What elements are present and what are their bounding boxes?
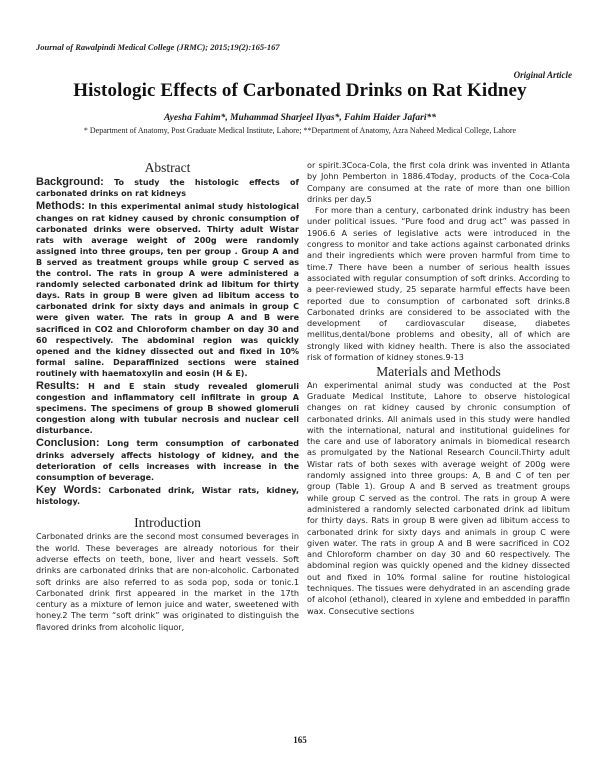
methods-heading: Materials and Methods xyxy=(376,364,501,380)
keywords-text: Carbonated drink, Wistar rats, kidney, histology. xyxy=(36,485,299,506)
background-label: Background: xyxy=(36,176,104,189)
abstract-results xyxy=(36,381,299,436)
left-column xyxy=(36,160,299,633)
abstract-section xyxy=(36,162,299,507)
abstract-background xyxy=(36,177,299,199)
abstract-conclusion xyxy=(36,438,299,482)
page-number: 165 xyxy=(293,735,307,745)
journal-citation: Journal of Rawalpindi Medical College (JRMC); 2015;19(2):165-167 xyxy=(36,42,280,52)
introduction-heading: Introduction xyxy=(134,515,201,531)
keywords-label: Key Words: xyxy=(36,483,102,496)
conclusion-text: Long term consumption of carbonated drinks adversely affects histology of kidney, and the deterioration of cells increases with increase in the consumption of beverage. xyxy=(36,439,299,482)
background-text: To study the histologic effects of carbonated drinks on rat kidneys xyxy=(36,178,299,199)
author-list: Ayesha Fahim*, Muhammad Sharjeel Ilyas*, Fahim Haider Jafari** xyxy=(164,113,436,123)
abstract-methods xyxy=(36,201,299,379)
results-text: H and E stain study revealed glomeruli congestion and inflammatory cell infiltrate in group A specimens. The specimens of group B showed glomeruli congestion along with tubular necrosis and nuclear cell disturbance. xyxy=(36,381,299,436)
abstract-heading: Abstract xyxy=(144,160,191,175)
methods-label: Methods: xyxy=(36,200,85,213)
conclusion-label: Conclusion: xyxy=(36,437,100,450)
affiliations: * Department of Anatomy, Post Graduate Medical Institute, Lahore; **Department of Anatomy, Azra Naheed Medical College, Lahore xyxy=(83,126,517,135)
introduction-paragraph-1-continued: or spirit.3Coca-Cola, the first cola drink was invented in Atlanta by John Pemberton in 1886.4Today, products of the Coca-Cola Company are consumed at the rate of more than one billion drinks per day.5 xyxy=(307,160,570,204)
methods-text: In this experimental animal study histological changes on rat kidney caused by chronic consumption of carbonated drinks were observed. Thirty adult Wistar rats with average weight of 200g were randomly assigned into three groups, ten per group . Group A and B served as treatment groups while group C served as the control. The rats in group A were administered a randomly selected carbonated drink ad libitum for thirty days. Rats in group B were given ad libitum access to carbonated drink for sixty days and animals in group C were given water. The rats in group A and B were sacrificed in CO2 and Chloroform chamber on day 30 and 60 respectively. The abdominal region was quickly opened and the kidney dissected out and fixed in 10% formal saline. Deparaffinized sections were stained routinely with haematoxylin and eosin (H & E). xyxy=(36,202,299,378)
methods-paragraph-1: An experimental animal study was conducted at the Post Graduate Medical Institute, Lahore to observe histological changes on rat kidney caused by chronic consumption of carbonated drinks. All animals used in this study were handled with the international, natural and institutional guidelines for the care and use of laboratory animals in biomedical research as promulgated by the National Research Council.Thirty adult Wistar rats of both sexes with average weight of 200g were randomly assigned into three groups: A, B and C of ten per group (Table 1). Group A and B served as treatment groups while group C served as the control. The rats in group A were administered a randomly selected carbonated drink ad libitum for thirty days. Rats in group B were given ad libitum access to carbonated drink for sixty days and animals in group C were given water. The rats in group A and B were sacrificed in CO2 and Chloroform chamber on day 30 and 60 respectively. The abdominal region was quickly opened and the kidney dissected out and fixed in 10% formal saline for routine histological techniques. The tissues were dehydrated in an ascending grade of alcohol (ethanol), cleared in xylene and embedded in paraffin wax. Consecutive sections xyxy=(307,379,570,616)
article-type-label: Original Article xyxy=(513,70,572,80)
introduction-paragraph-2: For more than a century, carbonated drink industry has been under political issues. “Pure food and drug act” was passed in 1906.6 A series of legislative acts were introduced in the congress to monitor and take actions against carbonated drinks and their ingredients which were proven harmful from time to time.7 There have been a number of serious health issues associated with regular consumption of soft drinks. According to a peer-reviewed study, 25 separate harmful effects have been reported due to consumption of carbonated soft drinks.8 Carbonated drinks are considered to be associated with the development of cardiovascular disease, diabetes mellitus,dental/bone problems and obesity, all of which are strongly liked with kidney health. There is also the associated risk of formation of kidney stones.9-13 xyxy=(307,205,570,363)
results-label: Results: xyxy=(36,379,80,392)
paper-title: Histologic Effects of Carbonated Drinks on Rat Kidney xyxy=(73,80,527,101)
right-column xyxy=(307,160,570,617)
abstract-keywords xyxy=(36,485,299,507)
introduction-paragraph-1: Carbonated drinks are the second most consumed beverages in the world. These beverages are already notorious for their adverse effects on teeth, bone, liver and heart vessels. Soft drinks are carbonated drinks that are non-alcoholic. Carbonated soft drinks are also referred to as soda pop, soda or tonic.1 Carbonated drink first appeared in the market in the 17th century as a mixture of lemon juice and water, sweetened with honey.2 The term “soft drink” was originated to distinguish the flavored drinks from alcoholic liquor, xyxy=(36,531,299,632)
